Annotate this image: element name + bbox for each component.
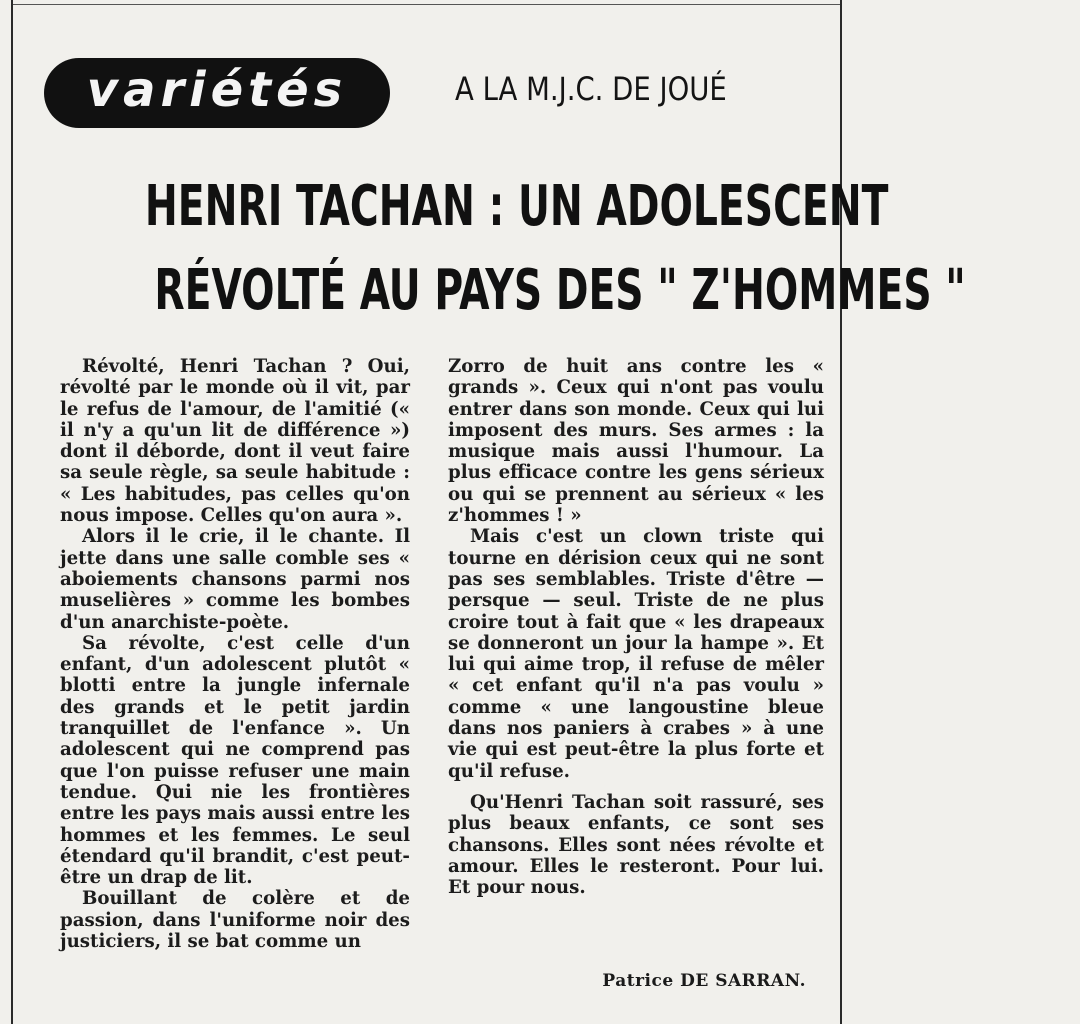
paragraph: Révolté, Henri Tachan ? Oui, révolté par le monde où il vit, par le refus de l'amour, de l'amitié (« il n'y a qu'un lit de différence ») dont il déborde, dont il veut faire sa seule règle, sa seule habitude : « Les habitudes, pas celles qu'on nous impose. Celles qu'on aura ». [60,356,410,527]
frame-top-rule [11,4,842,5]
frame-left-rule [11,0,13,1024]
paragraph: Alors il le crie, il le chante. Il jette dans une salle comble ses « aboiements chansons parmi nos muselières » comme les bombes d'un anarchiste-poète. [60,526,410,633]
headline-line-1-text: HENRI TACHAN : UN ADOLESCENT [144,174,889,239]
frame-right-rule [840,0,842,1024]
article-column-2 [448,356,824,898]
paragraph: Sa révolte, c'est celle d'un enfant, d'un adolescent plutôt « blotti entre la jungle infernale des grands et le petit jardin tranquillet de l'enfance ». Un adolescent qui ne comprend pas que l'on puisse refuser une main tendue. Qui nie les frontières entre les pays mais aussi entre les hommes et les femmes. Le seul étendard qu'il brandit, c'est peut-être un drap de lit. [60,632,411,889]
section-badge [44,58,390,128]
headline-line-2 [40,258,966,323]
headline-line-1 [40,174,889,239]
subheading: A LA M.J.C. DE JOUÉ [455,70,727,108]
article-column-1 [60,356,410,952]
paragraph: Bouillant de colère et de passion, dans l'uniforme noir des justiciers, il se bat comme un [60,888,410,953]
author-signature: Patrice DE SARRAN. [602,971,806,991]
paragraph: Mais c'est un clown triste qui tourne en dérision ceux qui ne sont pas ses semblables. Triste d'être — persque — seul. Triste de ne plus croire tout à fait que « les drapeaux se donneront un jour la hampe ». Et lui qui aime trop, il refuse de mêler « cet enfant qu'il n'a pas voulu » comme « une langoustine bleue dans nos paniers à crabes » à une vie qui est peut-être la plus forte et qu'il refuse. [448,526,824,782]
paragraph: Zorro de huit ans contre les « grands ». Ceux qui n'ont pas voulu entrer dans son monde. Ceux qui lui imposent des murs. Ses armes : la musique mais aussi l'humour. La plus efficace contre les gens sérieux ou qui se prennent au sérieux « les z'hommes ! » [448,356,824,527]
paragraph: Qu'Henri Tachan soit rassuré, ses plus beaux enfants, ce sont ses chansons. Elles sont nées révolte et amour. Elles le resteront. Pour lui. Et pour nous. [448,791,824,899]
section-badge-label: variétés [86,62,348,118]
headline-line-2-text: RÉVOLTÉ AU PAYS DES " Z'HOMMES " [154,258,966,323]
